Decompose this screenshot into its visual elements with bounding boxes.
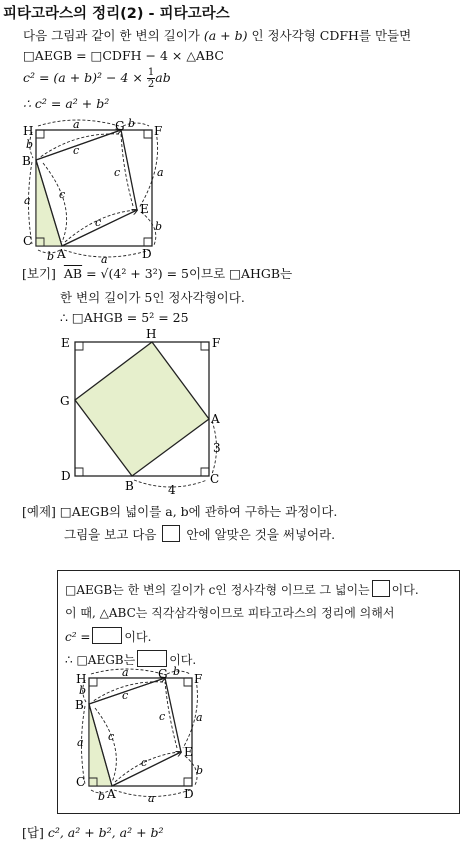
- figure-square-cdfh: [15, 117, 165, 266]
- boxed-line-1: [65, 580, 419, 598]
- intro-formula-end: ab: [155, 70, 171, 85]
- label-D3: D: [184, 787, 194, 801]
- intro-math: (a + b): [203, 28, 248, 43]
- label-E2: E: [61, 336, 70, 350]
- intro-text-2: 인 정사각형 CDFH를 만들면: [247, 28, 412, 43]
- intro-line-2: □AEGB = □CDFH − 4 × △ABC: [23, 48, 224, 63]
- side-label: a: [101, 253, 108, 266]
- side-label: c: [95, 216, 102, 229]
- intro-formula: c² = (a + b)² − 4 ×: [23, 70, 143, 85]
- side-label: b: [128, 117, 136, 130]
- figure-square-ahgb: [55, 328, 230, 498]
- label-H3: H: [76, 672, 87, 686]
- boxed-formula: c² =: [65, 630, 91, 644]
- label-B: B: [22, 154, 31, 168]
- side-label: a: [148, 792, 155, 805]
- label-H: H: [23, 124, 34, 138]
- label-F3: F: [194, 672, 203, 686]
- example-line-1: [22, 264, 292, 282]
- problem-line-2: [64, 525, 335, 543]
- label-C2: C: [210, 472, 220, 486]
- example-formula: = √(4² + 3²) = 5이므로 □AHGB는: [82, 266, 293, 281]
- label-F: F: [154, 124, 163, 138]
- label-B3: B: [75, 698, 84, 712]
- problem-text: □AEGB의 넓이를 a, b에 관하여 구하는 과정이다.: [59, 504, 338, 519]
- side-label: c: [108, 730, 115, 743]
- length-4: 4: [168, 483, 176, 497]
- example-line-3: ∴ □AHGB = 5² = 25: [60, 310, 189, 325]
- label-H2: H: [146, 327, 157, 341]
- side-label: c: [59, 188, 66, 201]
- segment-ab: $\overline{AB}$: [63, 266, 83, 281]
- example-label: [보기]: [22, 266, 56, 281]
- answer-box-3[interactable]: [137, 650, 167, 667]
- boxed-text-end-3: 이다.: [124, 630, 152, 644]
- answer-label: [답]: [22, 825, 44, 840]
- side-label: a: [196, 711, 203, 724]
- side-label: c: [122, 689, 129, 702]
- side-label: c: [73, 144, 80, 157]
- side-label: b: [79, 684, 87, 697]
- problem-label: [예제]: [22, 504, 56, 519]
- side-label: b: [155, 220, 163, 233]
- label-A2: A: [211, 412, 220, 426]
- intro-line-1: [23, 26, 411, 44]
- side-label: b: [196, 764, 204, 777]
- problem-text-2: 그림을 보고 다음: [64, 527, 161, 542]
- intro-line-3: [23, 66, 171, 90]
- answer-text: c², a² + b², a² + b²: [47, 825, 164, 840]
- boxed-text-end: 이다.: [391, 583, 419, 597]
- problem-text-3: 안에 알맞은 것을 써넣어라.: [182, 527, 336, 542]
- intro-text: 다음 그림과 같이 한 변의 길이가: [23, 28, 204, 43]
- side-label: c: [141, 756, 148, 769]
- label-G3: G: [158, 667, 168, 681]
- label-A: A: [57, 247, 66, 261]
- fraction-denominator: 2: [147, 79, 155, 90]
- answer-box-2[interactable]: [92, 627, 122, 644]
- figure-square-cdfh-2: [68, 666, 218, 806]
- blank-box: [162, 525, 180, 542]
- fraction-half: [147, 67, 155, 90]
- answer-box-1[interactable]: [372, 580, 390, 597]
- side-label: a: [157, 166, 164, 179]
- side-label: a: [24, 194, 31, 207]
- label-E: E: [140, 202, 149, 216]
- label-C3: C: [76, 775, 86, 789]
- label-E3: E: [184, 745, 193, 759]
- side-label: b: [98, 790, 106, 803]
- label-D: D: [142, 247, 152, 261]
- length-3: 3: [213, 441, 221, 455]
- side-label: b: [26, 138, 34, 151]
- boxed-line-2: 이 때, △ABC는 직각삼각형이므로 피타고라스의 정리에 의해서: [65, 606, 395, 620]
- label-G: G: [115, 119, 125, 133]
- label-A3: A: [107, 787, 116, 801]
- label-C: C: [23, 234, 33, 248]
- boxed-text-end-4: 이다.: [169, 653, 197, 667]
- side-label: c: [114, 166, 121, 179]
- label-D2: D: [61, 469, 71, 483]
- problem-line-1: [22, 502, 337, 520]
- example-line-2: 한 변의 길이가 5인 정사각형이다.: [60, 290, 245, 305]
- label-F2: F: [212, 336, 221, 350]
- side-label: c: [159, 710, 166, 723]
- answer-line: [22, 823, 164, 841]
- side-label: a: [122, 666, 129, 679]
- square-ahgb: [75, 342, 209, 476]
- side-label: a: [73, 118, 80, 131]
- side-label: a: [77, 736, 84, 749]
- label-B2: B: [125, 479, 134, 493]
- page-title: 피타고라스의 정리(2) - 피타고라스: [3, 6, 230, 22]
- boxed-text-4: ∴ □AEGB는: [65, 653, 136, 667]
- intro-line-4: ∴ c² = a² + b²: [23, 96, 110, 111]
- fraction-numerator: 1: [147, 67, 155, 78]
- boxed-text: □AEGB는 한 변의 길이가 c인 정사각형 이므로 그 넓이는: [65, 583, 370, 597]
- side-label: b: [173, 665, 181, 678]
- boxed-line-3: [65, 627, 151, 645]
- side-label: b: [47, 250, 55, 263]
- label-G2: G: [60, 394, 70, 408]
